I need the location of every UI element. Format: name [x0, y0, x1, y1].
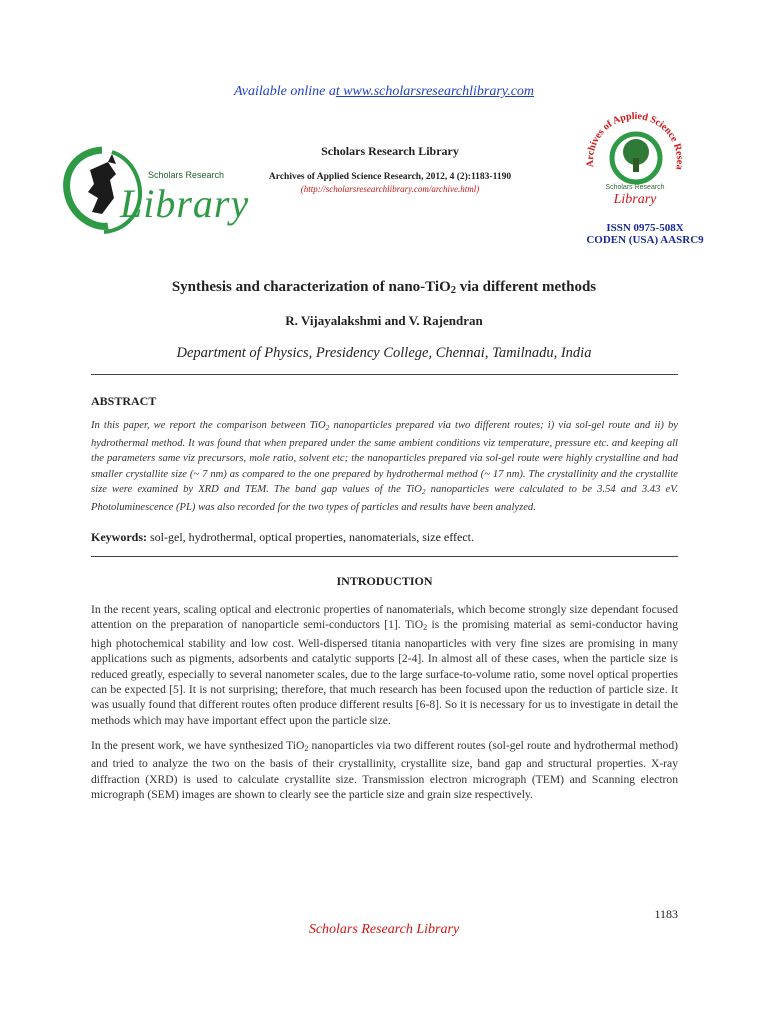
paper-title: Synthesis and characterization of nano-TiO$_2$ via different methods — [171, 279, 597, 296]
journal-seal-logo — [580, 108, 690, 218]
introduction-paragraph-1: In the recent years, scaling optical and electronic properties of nanomaterials, which become strongly size dependant focused attention on the preparation of nanoparticle semi-conductors [1]. TiO$_2$ is the promising material as semi-conductor having high photochemical stability and low cost. Well-dispersed titania nanoparticles with very fine sizes are promising in many applications such as pigments, adsorbents and catalytic supports [2-4]. In almost all of these cases, when the particle size is reduced greatly, especially to several nanometer scales, due to the large surface-to-volume ratio, some novel optical properties can be expected [5]. It is not surprising; therefore, that much research has been focused upon the reduction of particle size. It was usually found that different routes often produce different results [6-8]. So it is necessary for us to investigate in detail the methods which may have important effect upon the particle size. — [91, 603, 678, 727]
issn-block — [560, 222, 730, 246]
keywords-line — [91, 530, 678, 545]
seal-small-text: Scholars Research — [605, 184, 665, 191]
available-online-prefix: Available online a — [233, 84, 336, 99]
introduction-paragraph-2: In the present work, we have synthesized TiO$_2$ nanoparticles via two different routes (sol-gel route and hydrothermal method) and tried to analyze the two on the basis of their crystallinity, crystallite size, band gap and structural properties. X-ray diffraction (XRD) is used to calculate crystallite size. Transmission electron micrograph (TEM) and Scanning electron micrograph (SEM) images are shown to clearly see the particle size and grain size respectively. — [91, 739, 678, 802]
archive-url[interactable]: (http://scholarsresearchlibrary.com/archive.html) — [300, 184, 480, 194]
scholars-library-logo — [50, 140, 250, 240]
abstract-body: In this paper, we report the comparison between TiO$_2$ nanoparticles prepared via two different routes; i) via sol-gel route and ii) by hydrothermal method. It was found that when prepared under the same ambient conditions viz temperature, pressure etc. and keeping all the parameters same viz precursors, mole ratio, solvent etc; the nanoparticles prepared via sol-gel route were highly crystalline and had smaller crystallite size (~ 7 nm) as compared to the one prepared by hydrothermal method (~ 17 nm). The crystallinity and the crystallite size were examined by XRD and TEM. The band gap values of the TiO$_2$ nanoparticles were calculated to be 3.54 and 3.43 eV. Photoluminescence (PL) was also recorded for the two types of particles and results have been analyzed. — [91, 420, 678, 513]
paper-affiliation: Department of Physics, Presidency College, Chennai, Tamilnadu, India — [176, 345, 592, 361]
divider-bottom — [91, 556, 678, 557]
seal-big-text: Library — [613, 192, 657, 207]
abstract-heading: ABSTRACT — [91, 394, 157, 408]
website-link[interactable]: t www.scholarsresearchlibrary.com — [335, 84, 535, 99]
left-logo-small-text: Scholars Research — [148, 170, 225, 180]
paper-authors: R. Vijayalakshmi and V. Rajendran — [285, 313, 483, 328]
keywords-label: Keywords: — [91, 530, 147, 544]
coden-number: CODEN (USA) AASRC9 — [586, 234, 704, 246]
footer-library: Scholars Research Library — [308, 922, 460, 937]
available-online-line — [0, 84, 768, 100]
seal-arc-text: Archives of Applied Science Resea — [584, 110, 686, 171]
divider-top — [91, 374, 678, 375]
introduction-heading: INTRODUCTION — [336, 574, 433, 588]
left-logo-big-text: Library — [120, 181, 250, 226]
issn-number: ISSN 0975-508X — [606, 222, 684, 234]
publisher-name: Scholars Research Library — [321, 144, 459, 158]
journal-citation: Archives of Applied Science Research, 2012, 4 (2):1183-1190 — [268, 172, 512, 182]
keywords-text: sol-gel, hydrothermal, optical properties, nanomaterials, size effect. — [147, 530, 474, 544]
page-number: 1183 — [654, 907, 678, 921]
